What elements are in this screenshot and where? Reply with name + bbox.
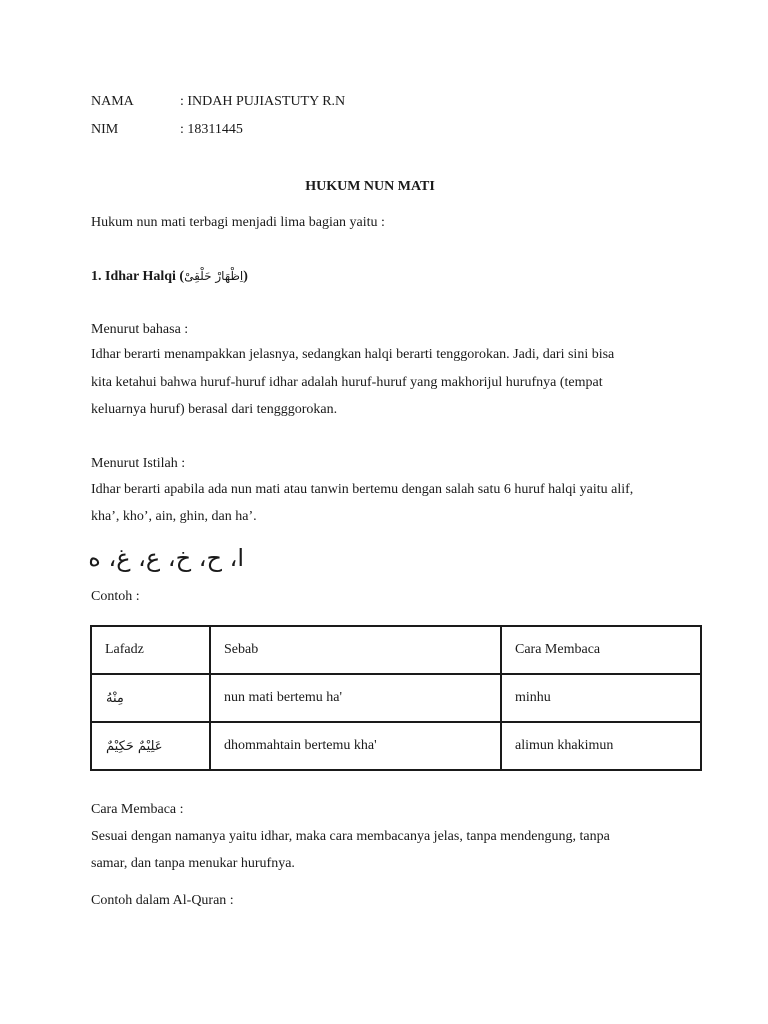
istilah-line-1: Idhar berarti apabila ada nun mati atau tanwin bertemu dengan salah satu 6 huruf halqi yaitu alif, xyxy=(91,482,634,497)
section-heading-arabic: اِظْهَارْ حَلْقِىْ xyxy=(184,269,244,283)
cara-line-1: Sesuai dengan namanya yaitu idhar, maka cara membacanya jelas, tanpa mendengung, tanpa xyxy=(91,829,610,844)
nim-label: NIM xyxy=(91,122,119,137)
table-header-cell: Sebab xyxy=(210,626,501,674)
cara-label: Cara Membaca : xyxy=(91,802,184,817)
table-row xyxy=(91,722,701,770)
page-title: HUKUM NUN MATI xyxy=(305,179,435,194)
quran-label: Contoh dalam Al-Quran : xyxy=(91,893,234,908)
table-cell-sebab: nun mati bertemu ha' xyxy=(210,674,501,722)
nim-value: : 18311445 xyxy=(180,122,243,137)
table-cell-cara: minhu xyxy=(501,674,701,722)
istilah-line-2: kha’, kho’, ain, ghin, dan ha’. xyxy=(91,509,257,524)
table-header-cell: Cara Membaca xyxy=(501,626,701,674)
table-cell-lafadz: عَلِيْمٌ حَكِيْمٌ xyxy=(91,722,210,770)
bahasa-line-3: keluarnya huruf) berasal dari tengggorokan. xyxy=(91,402,338,417)
table-cell-sebab: dhommahtain bertemu kha' xyxy=(210,722,501,770)
bahasa-label: Menurut bahasa : xyxy=(91,322,189,337)
nama-label: NAMA xyxy=(91,94,134,109)
nama-value: : INDAH PUJIASTUTY R.N xyxy=(180,94,346,109)
section-heading-text: 1. Idhar Halqi ( xyxy=(91,269,185,284)
table-cell-lafadz: مِنْهُ xyxy=(91,674,210,722)
bahasa-line-2: kita ketahui bahwa huruf-huruf idhar adalah huruf-huruf yang makhorijul hurufnya (tempat xyxy=(91,375,603,390)
halqi-letters: ا، ح، خ، ع، غ، ه xyxy=(88,544,244,572)
istilah-label: Menurut Istilah : xyxy=(91,456,186,471)
contoh-label: Contoh : xyxy=(91,589,140,604)
table-row xyxy=(91,674,701,722)
section-heading-close: ) xyxy=(243,269,248,284)
table-header-cell: Lafadz xyxy=(91,626,210,674)
example-table xyxy=(90,625,702,771)
bahasa-line-1: Idhar berarti menampakkan jelasnya, sedangkan halqi berarti tenggorokan. Jadi, dari sini bisa xyxy=(91,347,615,362)
section-heading xyxy=(91,269,248,285)
cara-line-2: samar, dan tanpa menukar hurufnya. xyxy=(91,856,295,871)
table-cell-cara: alimun khakimun xyxy=(501,722,701,770)
table-header-row xyxy=(91,626,701,674)
intro-text: Hukum nun mati terbagi menjadi lima bagian yaitu : xyxy=(91,215,385,230)
